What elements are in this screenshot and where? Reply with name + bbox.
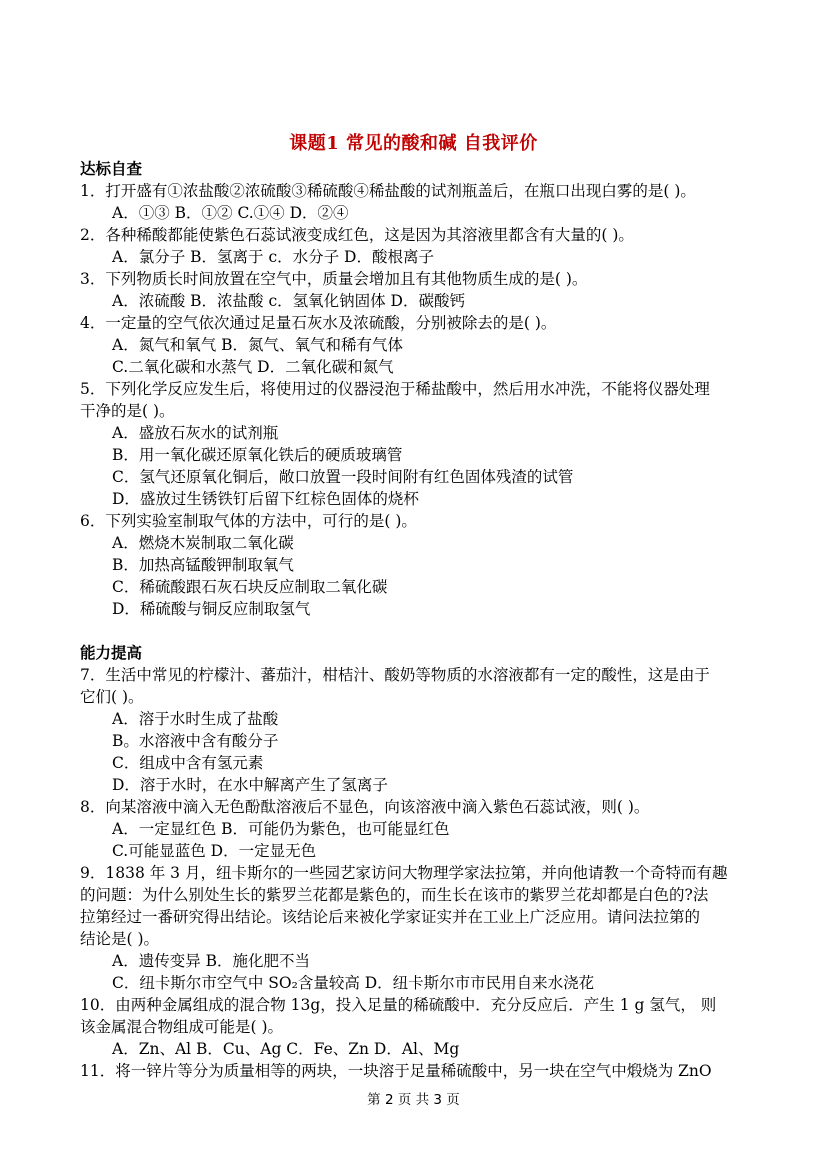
answer-options: A．溶于水时生成了盐酸: [112, 710, 279, 728]
question-text: 4．一定量的空气依次通过足量石灰水及浓硫酸，分别被除去的是( )。: [80, 314, 557, 332]
question-text: 5．下列化学反应发生后，将使用过的仪器浸泡于稀盐酸中，然后用水冲洗，不能将仪器处理: [80, 380, 710, 398]
answer-options: A．浓硫酸 B．浓盐酸 c．氢氧化钠固体 D．碳酸钙: [112, 292, 465, 310]
question-text: 9．1838 年 3 月，纽卡斯尔的一些园艺家访问大物理学家法拉第，并向他请教一个奇特而有趣: [80, 864, 728, 882]
answer-options: A．氮气和氧气 B．氮气、氧气和稀有气体: [112, 336, 404, 354]
question-text: 它们( )。: [80, 688, 144, 706]
question-text: 结论是( )。: [80, 930, 160, 948]
answer-options: A．一定显红色 B．可能仍为紫色，也可能显红色: [112, 820, 450, 838]
answer-options: A．遗传变异 B．施化肥不当: [112, 952, 311, 970]
question-text: 11．将一锌片等分为质量相等的两块，一块溶于足量稀硫酸中，另一块在空气中煅烧为 ZnO: [80, 1062, 712, 1080]
answer-options: D．稀硫酸与铜反应制取氢气: [112, 600, 311, 618]
answer-options: C.可能显蓝色 D．一定显无色: [112, 842, 317, 860]
answer-options: A．盛放石灰水的试剂瓶: [112, 424, 279, 442]
question-text: 10．由两种金属组成的混合物 13g，投入足量的稀硫酸中．充分反应后．产生 1 g 氢气， 则: [80, 996, 717, 1014]
answer-options: A．①③ B．①② C.①④ D．②④: [112, 204, 349, 222]
exercise-body: [80, 158, 760, 1082]
section-gap: [80, 620, 760, 642]
question-text: 的问题：为什么别处生长的紫罗兰花都是紫色的，而生长在该市的紫罗兰花却都是白色的?法: [80, 886, 709, 904]
section-heading: 能力提高: [80, 643, 143, 662]
answer-options: A．氯分子 B．氢离于 c．水分子 D．酸根离子: [112, 248, 434, 266]
answer-options: C．稀硫酸跟石灰石块反应制取二氧化碳: [112, 578, 388, 596]
answer-options: C．纽卡斯尔市空气中 SO₂含量较高 D．纽卡斯尔市市民用自来水浇花: [112, 974, 595, 992]
answer-options: B．加热高锰酸钾制取氧气: [112, 556, 294, 574]
page-title: 课题1 常见的酸和碱 自我评价: [289, 133, 538, 154]
question-text: 2．各种稀酸都能使紫色石蕊试液变成红色，这是因为其溶液里都含有大量的( )。: [80, 226, 634, 244]
page-footer: 第 2 页 共 3 页: [367, 1092, 460, 1108]
question-text: 拉第经过一番研究得出结论。该结论后来被化学家证实并在工业上广泛应用。请问法拉第的: [80, 908, 701, 926]
answer-options: D．溶于水时，在水中解离产生了氢离子: [112, 776, 388, 794]
answer-options: C．氢气还原氧化铜后，敞口放置一段时间附有红色固体残渣的试管: [112, 468, 574, 486]
answer-options: B．用一氧化碳还原氧化铁后的硬质玻璃管: [112, 446, 403, 464]
answer-options: A．燃烧木炭制取二氧化碳: [112, 534, 294, 552]
section-heading: 达标自查: [80, 159, 143, 178]
question-text: 干净的是( )。: [80, 402, 175, 420]
question-text: 6．下列实验室制取气体的方法中，可行的是( )。: [80, 512, 417, 530]
question-text: 8．向某溶液中滴入无色酚酞溶液后不显色，向该溶液中滴入紫色石蕊试液，则( )。: [80, 798, 650, 816]
answer-options: C.二氧化碳和水蒸气 D．二氧化碳和氮气: [112, 358, 394, 376]
answer-options: C．组成中含有氢元素: [112, 754, 264, 772]
question-text: 1．打开盛有①浓盐酸②浓硫酸③稀硫酸④稀盐酸的试剂瓶盖后，在瓶口出现白雾的是( )。: [80, 182, 696, 200]
question-text: 7．生活中常见的柠檬汁、蕃茄汁，柑桔汁、酸奶等物质的水溶液都有一定的酸性，这是由于: [80, 666, 710, 684]
answer-options: D．盛放过生锈铁钉后留下红棕色固体的烧杯: [112, 490, 419, 508]
answer-options: A．Zn、Al B．Cu、Ag C．Fe、Zn D．Al、Mg: [112, 1040, 460, 1058]
question-text: 3．下列物质长时间放置在空气中，质量会增加且有其他物质生成的是( )。: [80, 270, 588, 288]
question-text: 该金属混合物组成可能是( )。: [80, 1018, 284, 1036]
answer-options: B。水溶液中含有酸分子: [112, 732, 279, 750]
